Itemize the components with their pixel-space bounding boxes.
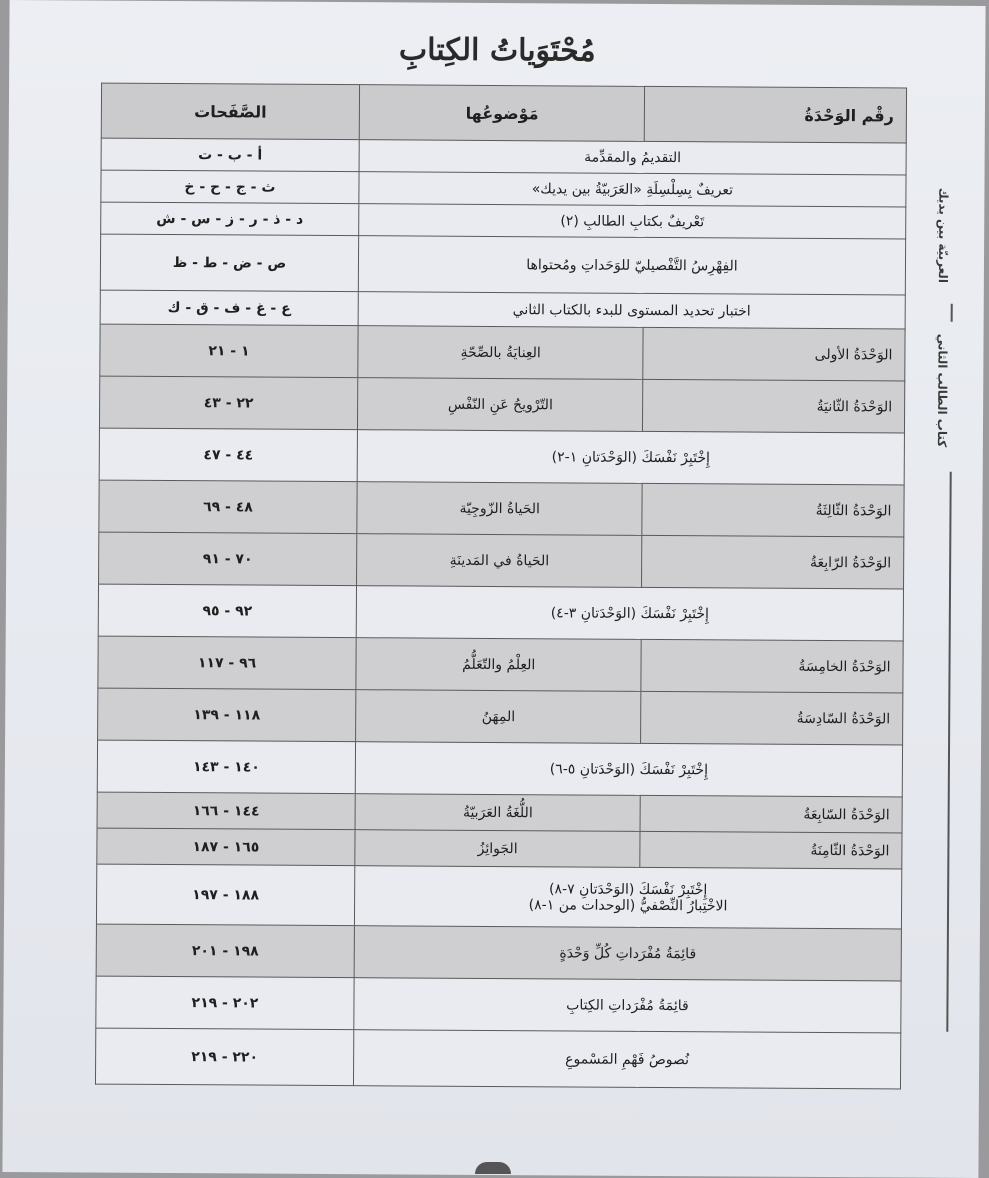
side-rule (946, 472, 951, 1032)
unit-topic: الحَياةُ في المَدينَةِ (357, 534, 643, 588)
unit-topic: الجَوائِزُ (355, 830, 641, 868)
table-row (98, 636, 903, 693)
page-range: ١٤٠ - ١٤٣ (97, 740, 355, 794)
page-range: ٤٤ - ٤٧ (99, 428, 357, 482)
header-unit: رقْم الوَحْدَةُ (645, 86, 907, 143)
section-topic (358, 236, 905, 295)
page-title: مُحْتَوَياتُ الكِتابِ (398, 32, 596, 69)
unit-topic: العِلْمُ والتّعَلُّمُ (356, 638, 642, 692)
section-topic (357, 430, 904, 485)
unit-name: الوَحْدَةُ الأولى (643, 327, 905, 381)
table-row (101, 170, 906, 207)
side-margin (921, 176, 974, 1036)
header-topic: مَوْضوعُها (359, 85, 645, 142)
section-topic (356, 586, 903, 641)
page-range: ٢٠٢ - ٢١٩ (96, 976, 354, 1030)
page-range: د - ذ - ر - ز - س - ش (101, 202, 359, 236)
page-range: ص - ض - ط - ظ (100, 234, 358, 292)
section-topic-text: تعريفٌ بِسِلْسِلَةِ «العَرَبيّةُ بين يديك» (531, 180, 734, 198)
side-divider (951, 304, 953, 322)
unit-name: الوَحْدَةُ الثّامِنَةُ (640, 831, 902, 869)
unit-name: الوَحْدَةُ السّابِعَةُ (640, 795, 902, 833)
page-range: ١٨٨ - ١٩٧ (96, 864, 354, 926)
book-name: كتاب الطالب الثاني (934, 333, 950, 448)
table-row (96, 864, 901, 929)
section-topic-text: التقديمُ والمقدِّمة (584, 149, 682, 166)
table-row (101, 138, 906, 175)
table-row (95, 1028, 900, 1089)
table-row (98, 688, 903, 745)
section-topic (359, 172, 906, 207)
table-row (100, 290, 905, 329)
section-topic (354, 866, 901, 929)
section-topic-text: إِخْتَبِرْ نَفْسَكَ (الوَحْدَتانِ ٣-٤) (550, 604, 710, 622)
page (2, 0, 985, 1178)
section-topic (354, 978, 901, 1033)
unit-name: الوَحْدَةُ الخامِسَةُ (641, 639, 903, 693)
table-row (96, 976, 901, 1033)
page-range: ٤٨ - ٦٩ (99, 480, 357, 534)
unit-topic: اللُّغَةُ العَرَبيّةُ (355, 794, 641, 832)
section-topic-text: إِخْتَبِرْ نَفْسَكَ (الوَحْدَتانِ ٥-٦) (549, 760, 709, 778)
section-topic-text: قائِمَةُ مُفْرَداتِ الكِتابِ (566, 996, 689, 1014)
table-row (98, 584, 903, 641)
table-row (101, 202, 906, 239)
page-range: ٢٢٠ - ٢١٩ (95, 1028, 353, 1086)
unit-topic: العِنايَةُ بالصِّحّةِ (358, 326, 644, 380)
table-row (100, 234, 905, 295)
section-topic (355, 742, 902, 797)
table-row (99, 428, 904, 485)
section-topic (359, 140, 906, 175)
table-row (97, 792, 902, 833)
page-range: ١١٨ - ١٣٩ (98, 688, 356, 742)
series-name: العربيّة بين يديك (935, 187, 951, 283)
table-row (96, 924, 901, 981)
page-range: ع - غ - ف - ق - ك (100, 290, 358, 326)
table-row (99, 532, 904, 589)
table-row (100, 324, 905, 381)
section-topic (359, 204, 906, 239)
section-topic (354, 926, 901, 981)
unit-topic: المِهَنُ (356, 690, 642, 744)
unit-name: الوَحْدَةُ الثّالِثَةُ (642, 483, 904, 537)
unit-name: الوَحْدَةُ الرّابِعَةُ (642, 535, 904, 589)
header-pages: الصَّفَحات (101, 83, 359, 140)
unit-name: الوَحْدَةُ السّادِسَةُ (641, 691, 903, 745)
section-topic-text: الفِهْرِسُ التَّفْصيليّ للوَحَداتِ ومُحتواها (526, 256, 738, 274)
page-range: أ - ب - ت (101, 138, 359, 172)
page-range: ٢٢ - ٤٣ (99, 376, 357, 430)
section-topic-text: قائِمَةُ مُفْرَداتِ كُلِّ وَحْدَةٍ (559, 944, 697, 962)
page-edge-mark (475, 1162, 511, 1174)
section-topic (353, 1030, 900, 1089)
page-range: ١٤٤ - ١٦٦ (97, 792, 355, 830)
section-topic (358, 292, 905, 329)
section-topic-text: إِخْتَبِرْ نَفْسَكَ (الوَحْدَتانِ ٧-٨) (548, 880, 708, 898)
section-topic-text: إِخْتَبِرْ نَفْسَكَ (الوَحْدَتانِ ١-٢) (551, 448, 710, 466)
unit-name: الوَحْدَةُ الثّانيَةُ (643, 379, 905, 433)
section-topic-text: اختبار تحديد المستوى للبدء بالكتاب الثاني (512, 301, 751, 320)
unit-topic: الحَياةُ الزّوجِيّة (357, 482, 643, 536)
page-range: ١ - ٢١ (100, 324, 358, 378)
table-row (99, 480, 904, 537)
page-range: ٩٢ - ٩٥ (98, 584, 356, 638)
unit-topic: التّرْويحُ عَنِ النّفْسِ (357, 378, 643, 432)
table-row (97, 740, 902, 797)
page-range: ٩٦ - ١١٧ (98, 636, 356, 690)
table-header-row (101, 83, 906, 143)
section-topic-text-2: الاخْتِبارُ النِّصْفيُّ (الوحدات من ١-٨) (528, 896, 728, 914)
page-range: ث - ج - ح - خ (101, 170, 359, 204)
table-row (97, 828, 902, 869)
contents-table (95, 83, 907, 1090)
section-topic-text: نُصوصُ فَهْمِ المَسْموعِ (565, 1050, 690, 1068)
page-range: ٧٠ - ٩١ (99, 532, 357, 586)
table-body (95, 138, 906, 1089)
section-topic-text: تَعْريفٌ بكتابِ الطالبِ (٢) (560, 212, 705, 230)
page-range: ١٩٨ - ٢٠١ (96, 924, 354, 978)
page-range: ١٦٥ - ١٨٧ (97, 828, 355, 866)
table-row (99, 376, 904, 433)
